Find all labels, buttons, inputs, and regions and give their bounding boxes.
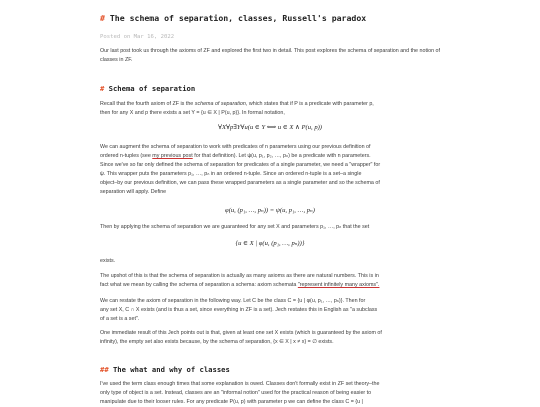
text: ordered n-tuples (see [100, 152, 151, 159]
title-text: The schema of separation, classes, Russell's paradox [109, 13, 367, 23]
text: We can augment the schema of separation to work with predicates of n parameters using our previous definition of [100, 144, 371, 150]
paragraph-classes [100, 380, 440, 407]
infinite-axioms-link[interactable]: "represent infinitely many axioms". [297, 281, 380, 288]
post-title [100, 13, 366, 23]
text: fact what we mean by calling the schema of separation a schema: axiom schemata [100, 281, 297, 288]
text: of a set is a set". [100, 315, 140, 322]
text: any set X, C ∩ X exists (and is thus a set, since everything in ZF is a set). Jech restates this in English as "a subclass [100, 306, 378, 313]
section-hash: ## [100, 365, 109, 374]
text: manipulate due to their looser rules. For any predicate P(u, p) with parameter p we can define the class C = {u | [100, 398, 363, 405]
section-hash: # [100, 84, 105, 93]
emphasis-text: schema of separation, [194, 101, 248, 107]
equation-set: {u ∈ X | φ(u, (p₁, …, pₙ))} [235, 240, 305, 247]
previous-post-link[interactable]: my previous post [152, 152, 193, 159]
text: The upshot of this is that the schema of separation is actually as many axioms as there are natural numbers. This is in [100, 273, 379, 279]
text: Then by applying the schema of separation we are guaranteed for any set X and parameters p₁, …, pₙ that the set [100, 224, 370, 230]
equation-separation: ∀X∀p∃Y∀u(u ∈ Y ⟺ u ∈ X ∧ P(u, p)) [217, 124, 323, 131]
text: only type of object is a set. Instead, classes are an "informal notion" used for the practical reason of being easier to [100, 389, 372, 396]
title-hash: # [100, 13, 105, 23]
paragraph-restate [100, 297, 440, 324]
section-heading-text: The what and why of classes [112, 365, 230, 374]
post-date: Posted on Mar 16, 2022 [100, 34, 175, 40]
paragraph-apply [100, 223, 440, 232]
text: exists. [100, 258, 116, 264]
paragraph-empty-set [100, 329, 440, 347]
text: which states that if P is a predicate with parameter p, [248, 101, 374, 107]
paragraph-exists [100, 257, 440, 266]
text: Recall that the fourth axiom of ZF is the [100, 101, 194, 107]
text: infinity), the empty set also exists because, by the schema of separation, {x ∈ X | x ≠ x} = ∅ exists. [100, 338, 334, 345]
text: ψ. This wrapper puts the parameters p₁, …, pₙ in an ordered n-tuple. Since an ordered n-tuple is a set–a single [100, 170, 362, 177]
text: for that definition). Let ψ(u, p₁, p₂, …, pₙ) be a predicate with n parameters. [194, 152, 371, 159]
text: One immediate result of this Jech points out is that, given at least one set X exists (which is guaranteed by the axiom of [100, 330, 382, 336]
section-heading-classes [100, 365, 230, 374]
text: separation will apply. Define [100, 188, 167, 195]
text: I've used the term class enough times that some explanation is owed. Classes don't formally exist in ZF set theory–the [100, 381, 380, 387]
section-heading-separation [100, 84, 195, 93]
intro-text: Our last post took us through the axioms of ZF and explored the first two in detail. This post explores the schema of separation and the notion of classes in ZF. [100, 48, 441, 63]
paragraph-upshot [100, 272, 440, 290]
text: Since we've so far only defined the schema of separation for predicates of a single parameter, we need a "wrapper" for [100, 161, 381, 168]
text: We can restate the axiom of separation in the following way. Let C be the class C = {u | φ(u, p₁, …, pₙ)}. Then for [100, 298, 366, 304]
section-heading-text: Schema of separation [108, 84, 196, 93]
equation-wrapper: φ(u, (p₁, …, pₙ)) = ψ(u, p₁, …, pₙ) [225, 207, 315, 214]
intro-paragraph [100, 47, 440, 65]
paragraph-augment [100, 143, 440, 196]
paragraph-recall [100, 100, 440, 118]
text: then for any X and p there exists a set Y = {u ∈ X | P(u, p)}. In formal notation, [100, 109, 285, 116]
text: object–by our previous definition, we can pass these wrapped parameters as a single parameter and so the schema of [100, 179, 380, 186]
